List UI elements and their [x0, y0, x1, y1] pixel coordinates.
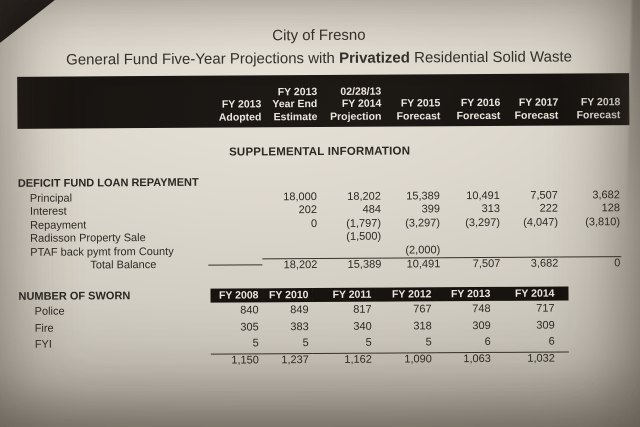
cell: 717	[536, 302, 555, 315]
cell: 6	[548, 335, 555, 348]
cell: (3,297)	[465, 216, 501, 229]
cell: 5	[365, 336, 372, 349]
column-header-fy2015-forecast: FY 2015 Forecast	[396, 97, 441, 123]
row-label: FYI	[34, 338, 52, 351]
row-label: Police	[34, 305, 65, 318]
cell: (4,047)	[523, 216, 559, 229]
cell: 1,032	[495, 352, 569, 365]
deficit-group-label: DEFICIT FUND LOAN REPAYMENT	[17, 176, 199, 190]
column-header-fy2013-yearend: FY 2013 Year End Estimate	[272, 85, 318, 123]
cell: 6	[484, 335, 491, 348]
sworn-group-label: NUMBER OF SWORN	[18, 290, 131, 303]
cell: 5	[425, 336, 432, 349]
section-title-supplemental: SUPPLEMENTAL INFORMATION	[229, 145, 411, 159]
cell: 128	[601, 202, 621, 215]
document-title: City of Fresno	[272, 26, 366, 45]
cell: 1,162	[313, 353, 376, 366]
cell: 10,491	[466, 189, 500, 203]
subtitle-suffix: Residential Solid Waste	[409, 48, 573, 67]
column-header-fy2013: FY 2013	[435, 287, 494, 301]
cell	[208, 264, 262, 265]
cell: (3,297)	[405, 217, 441, 230]
row-label: Fire	[34, 322, 54, 335]
row-label: PTAF back pymt from County	[30, 245, 174, 259]
table-row-total-balance	[18, 255, 630, 273]
cell: 222	[539, 203, 559, 216]
cell: (1,797)	[346, 217, 382, 230]
cell: 18,202	[262, 258, 318, 271]
cell: 309	[472, 319, 491, 332]
column-header-fy2011: FY 2011	[312, 288, 375, 302]
cell: 748	[472, 303, 491, 316]
table-row-sworn-total	[19, 349, 631, 370]
cell: 0	[559, 256, 621, 269]
subtitle-bold-word: Privatized	[339, 49, 410, 67]
cell: 7,507	[441, 257, 501, 270]
cell: 840	[240, 304, 259, 317]
row-label: Principal	[29, 192, 73, 205]
cell: 15,389	[318, 258, 382, 271]
column-header-spacer	[17, 124, 207, 129]
cell: 18,202	[347, 190, 381, 203]
cell: 1,237	[263, 353, 313, 366]
cell: 3,682	[592, 189, 620, 202]
cell: 305	[240, 320, 259, 334]
cell: 10,491	[382, 257, 441, 270]
cell: (1,500)	[346, 230, 382, 244]
cell: 5	[252, 337, 259, 350]
subtitle-prefix: General Fund Five-Year Projections with	[66, 49, 340, 69]
cell: 202	[298, 204, 318, 217]
cell: 817	[353, 303, 372, 316]
column-header-fy2010: FY 2010	[262, 288, 312, 302]
cell: 318	[413, 319, 432, 333]
row-label	[19, 360, 211, 361]
column-header-fy2014-projection: 02/28/13 FY 2014 Projection	[330, 85, 382, 123]
cell: 1,150	[211, 354, 263, 367]
column-header-fy2012: FY 2012	[375, 287, 435, 301]
cell: 340	[353, 320, 372, 333]
cell: 15,389	[406, 190, 440, 203]
cell: 18,000	[283, 191, 317, 204]
cell: 309	[536, 319, 555, 332]
column-header-fy2018-forecast: FY 2018 Forecast	[576, 96, 621, 121]
column-header-fy2016-forecast: FY 2016 Forecast	[456, 96, 501, 122]
cell: 0	[310, 217, 318, 230]
deficit-fund-section	[18, 174, 631, 273]
cell: 3,682	[501, 256, 559, 269]
row-label: Interest	[29, 206, 67, 219]
projection-table-header-bar	[17, 73, 629, 129]
document-subtitle	[0, 48, 639, 69]
cell: 313	[481, 203, 501, 216]
cell: 1,090	[376, 352, 436, 365]
cell: 849	[290, 304, 309, 317]
column-header-fy2017-forecast: FY 2017 Forecast	[514, 96, 559, 122]
cell: 767	[413, 303, 432, 316]
cell: 7,507	[530, 189, 558, 202]
column-header-fy2008: FY 2008	[210, 288, 262, 302]
cell: 383	[290, 320, 309, 333]
column-header-fy2013-adopted: FY 2013 Adopted	[218, 98, 262, 124]
cell: (2,000)	[405, 243, 441, 257]
row-label: Radisson Property Sale	[30, 232, 146, 246]
cell: 5	[302, 337, 309, 350]
column-header-fy2014: FY 2014	[494, 286, 568, 300]
cell: 484	[362, 204, 382, 217]
number-of-sworn-section	[18, 286, 630, 370]
cell: (3,810)	[585, 216, 621, 229]
row-label: Repayment	[30, 219, 87, 232]
cell: 399	[421, 203, 441, 216]
row-label: Total Balance	[90, 259, 157, 272]
cell: 1,063	[436, 352, 495, 365]
